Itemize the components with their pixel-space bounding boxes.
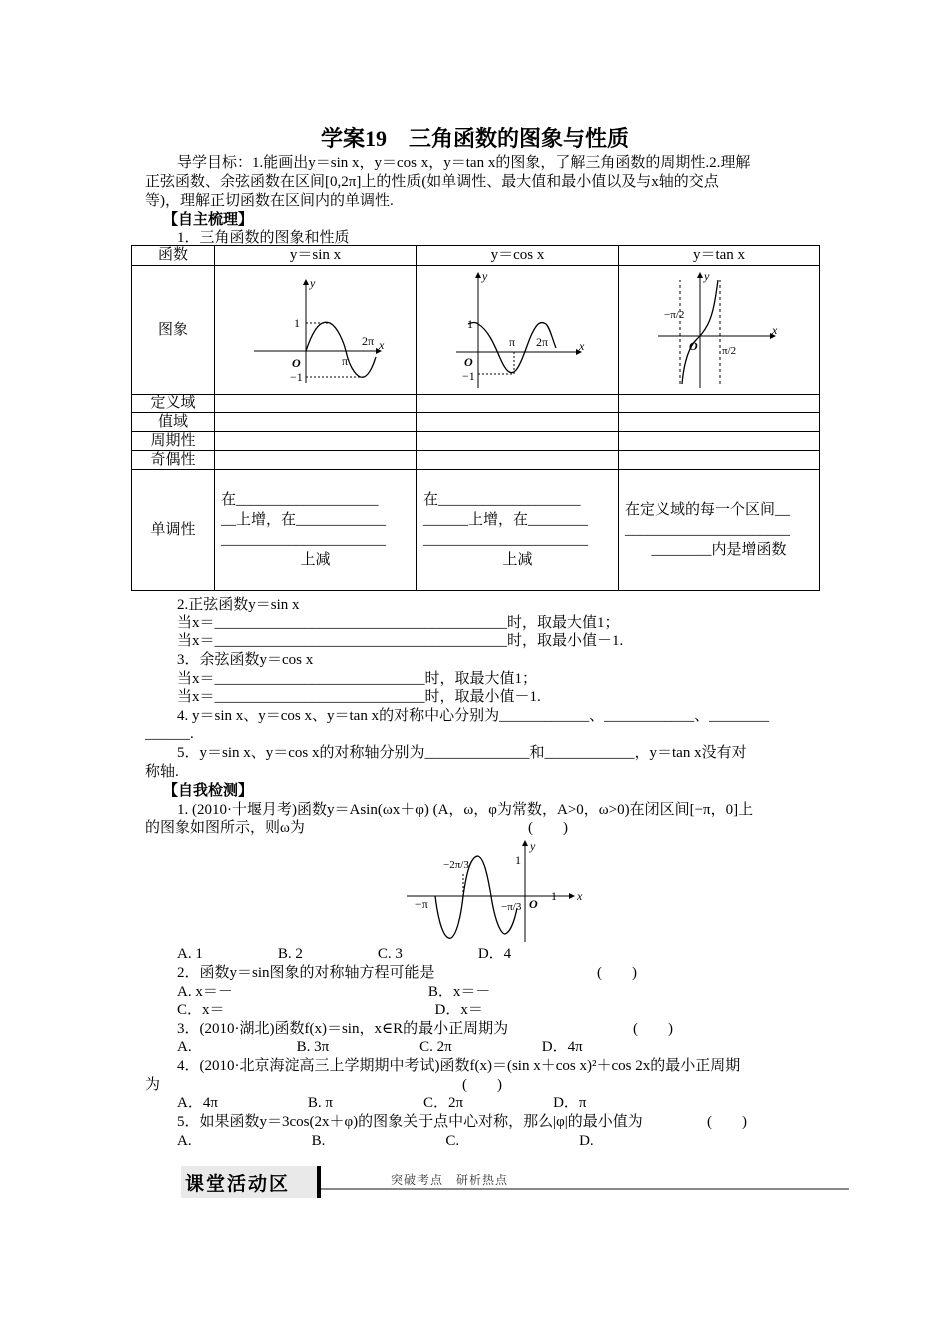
question-4-answer-paren: ( ): [462, 1077, 502, 1093]
q1-fig-y-label: y: [530, 839, 536, 853]
q1-fig-one-x: 1: [551, 889, 557, 903]
question-3-options: A. B. 3π C. 2π D．4π: [177, 1039, 583, 1055]
cell-sin-parity: [215, 451, 417, 470]
cos-graph-x-label: x: [578, 338, 584, 353]
cell-tan-monotonicity: [619, 470, 820, 591]
row-label-domain: 定义域: [132, 395, 215, 413]
header-sin: y＝sin x: [215, 246, 417, 266]
tan-graph-cell: [619, 266, 820, 395]
item-1-heading: 1．三角函数的图象和性质: [177, 230, 350, 246]
cell-sin-monotonicity: [215, 470, 417, 591]
sin-graph-neg-one: −1: [289, 369, 303, 384]
item-3-line-b: 当x＝____________________________时，取最小值－1.: [177, 689, 541, 705]
row-label-range: 值域: [132, 413, 215, 432]
question-5-answer-paren: ( ): [707, 1114, 747, 1130]
banner-title: 课堂活动区: [185, 1173, 291, 1195]
sin-mono-line: 在___________________: [221, 492, 379, 508]
cell-cos-monotonicity: [417, 470, 619, 591]
sin-mono-line: __上增，在____________: [221, 512, 387, 528]
tan-mono-line: ______________________: [625, 522, 790, 538]
q1-fig-neg-pi: −π: [415, 897, 428, 911]
sin-mono-line: 上减: [300, 552, 331, 568]
question-5-options: A. B. C. D.: [177, 1133, 594, 1149]
question-5-stem: 5．如果函数y＝3cos(2x＋φ)的图象关于点中心对称，那么|φ|的最小值为: [177, 1114, 643, 1130]
cell-cos-domain: [417, 395, 619, 413]
cos-mono-line: 上减: [502, 552, 533, 568]
trig-properties-table: [131, 245, 820, 591]
q1-fig-neg-pi-third: −π/3: [501, 901, 522, 913]
item-5-line-a: 5．y＝sin x、y＝cos x的对称轴分别为______________和____________，y＝tan x没有对: [177, 745, 747, 761]
row-label-monotonicity: 单调性: [132, 470, 215, 591]
tan-graph-neg-pi-half: −π/2: [664, 309, 685, 321]
cos-mono-line: ______________________: [423, 532, 588, 548]
question-3-answer-paren: ( ): [633, 1021, 673, 1037]
header-tan: y＝tan x: [619, 246, 820, 266]
item-2-heading: 2.正弦函数y＝sin x: [177, 597, 300, 613]
question-1-line-b: 的图象如图所示，则ω为: [145, 820, 305, 836]
question-2-answer-paren: ( ): [597, 965, 637, 981]
question-4-stem-cont: 为: [145, 1077, 161, 1093]
item-2-line-a: 当x＝_______________________________________时，取最大值1；: [177, 615, 620, 631]
row-label-parity: 奇偶性: [132, 451, 215, 470]
cos-mono-line: 在___________________: [423, 492, 581, 508]
banner-rule: [321, 1188, 849, 1190]
banner-divider: [317, 1166, 321, 1198]
cell-cos-range: [417, 413, 619, 432]
q1-fig-x-label: x: [577, 889, 583, 903]
tan-graph-pi-half: π/2: [722, 345, 737, 357]
question-3-stem: 3．(2010·湖北)函数f(x)＝sin，x∈R的最小正周期为: [177, 1021, 509, 1037]
question-2-options-ab: A. x＝－ B．x＝－: [177, 984, 491, 1000]
cell-sin-period: [215, 432, 417, 451]
cos-graph: [448, 268, 588, 393]
sin-graph-cell: [215, 266, 417, 395]
item-3-heading: 3．余弦函数y＝cos x: [177, 652, 314, 668]
question-1-line-a: 1. (2010·十堰月考)函数y＝Asin(ωx＋φ) (A，ω，φ为常数，A>0，ω>0)在闭区间[−π，0]上: [177, 802, 754, 818]
question-1-figure: [405, 838, 585, 944]
section-heading-review: 【自主梳理】: [163, 212, 254, 228]
row-label-period: 周期性: [132, 432, 215, 451]
cos-mono-line: ______上增，在________: [423, 512, 589, 528]
question-2-stem: 2．函数y＝sin图象的对称轴方程可能是: [177, 965, 435, 981]
cell-sin-domain: [215, 395, 417, 413]
item-5-line-b: 称轴.: [145, 764, 179, 780]
cell-tan-period: [619, 432, 820, 451]
section-banner: [181, 1166, 849, 1200]
tan-graph-x-label: x: [772, 323, 778, 337]
cos-graph-two-pi: 2π: [535, 334, 548, 349]
cell-cos-period: [417, 432, 619, 451]
page-title: 学案19 三角函数的图象与性质: [320, 126, 629, 151]
sin-graph-y-label: y: [309, 275, 315, 290]
item-3-line-a: 当x＝____________________________时，取最大值1；: [177, 671, 538, 687]
item-4-line-b: ______.: [145, 726, 194, 742]
item-4-line-a: 4. y＝sin x、y＝cos x、y＝tan x的对称中心分别为____________、____________、________: [177, 708, 770, 724]
intro-line-3: 等)，理解正切函数在区间内的单调性.: [145, 193, 394, 209]
cos-graph-cell: [417, 266, 619, 395]
section-heading-selftest: 【自我检测】: [163, 783, 254, 799]
intro-line-2: 正弦函数、余弦函数在区间[0,2π]上的性质(如单调性、最大值和最小值以及与x轴的交点: [145, 174, 719, 190]
row-label-graph: 图象: [132, 266, 215, 395]
sin-graph-origin: O: [291, 355, 301, 370]
question-4-stem: 4．(2010·北京海淀高三上学期期中考试)函数f(x)＝(sin x＋cos x)²＋cos 2x的最小正周期: [177, 1058, 741, 1074]
sin-mono-line: ______________________: [221, 532, 386, 548]
sin-graph: [246, 273, 386, 388]
cos-graph-origin: O: [463, 354, 473, 369]
intro-line-1: 导学目标：1.能画出y＝sin x，y＝cos x，y＝tan x的图象，了解三角函数的周期性.2.理解: [177, 155, 751, 171]
cos-graph-neg-one: −1: [461, 368, 475, 383]
question-1-answer-paren: ( ): [528, 820, 568, 836]
cos-graph-pi: π: [508, 334, 515, 349]
tan-graph-origin: O: [689, 339, 698, 353]
item-2-line-b: 当x＝_______________________________________时，取最小值－1.: [177, 633, 624, 649]
question-2-options-cd: C．x＝ D．x＝: [177, 1002, 483, 1018]
question-4-options: A．4π B. π C．2π D．π: [177, 1095, 587, 1111]
cell-sin-range: [215, 413, 417, 432]
q1-fig-one-y: 1: [515, 853, 521, 867]
cell-tan-parity: [619, 451, 820, 470]
tan-mono-line: ________内是增函数: [651, 542, 787, 558]
tan-mono-line: 在定义域的每一个区间__: [625, 502, 791, 518]
tan-graph: [654, 270, 784, 390]
sin-graph-two-pi: 2π: [361, 333, 374, 348]
banner-subtitle: 突破考点 研析热点: [391, 1173, 509, 1187]
cell-tan-domain: [619, 395, 820, 413]
sin-graph-pi: π: [341, 353, 348, 368]
sin-graph-x-label: x: [378, 337, 384, 352]
cell-cos-parity: [417, 451, 619, 470]
header-cos: y＝cos x: [417, 246, 619, 266]
header-function: 函数: [132, 246, 215, 266]
tan-graph-y-label: y: [704, 270, 710, 283]
sin-graph-one: 1: [293, 315, 300, 330]
question-1-options: A. 1 B. 2 C. 3 D．4: [177, 946, 512, 962]
cos-graph-one: 1: [466, 316, 473, 331]
q1-fig-origin: O: [529, 897, 538, 911]
cell-tan-range: [619, 413, 820, 432]
q1-fig-neg-two-pi-third: −2π/3: [443, 859, 469, 871]
cos-graph-y-label: y: [481, 268, 487, 283]
